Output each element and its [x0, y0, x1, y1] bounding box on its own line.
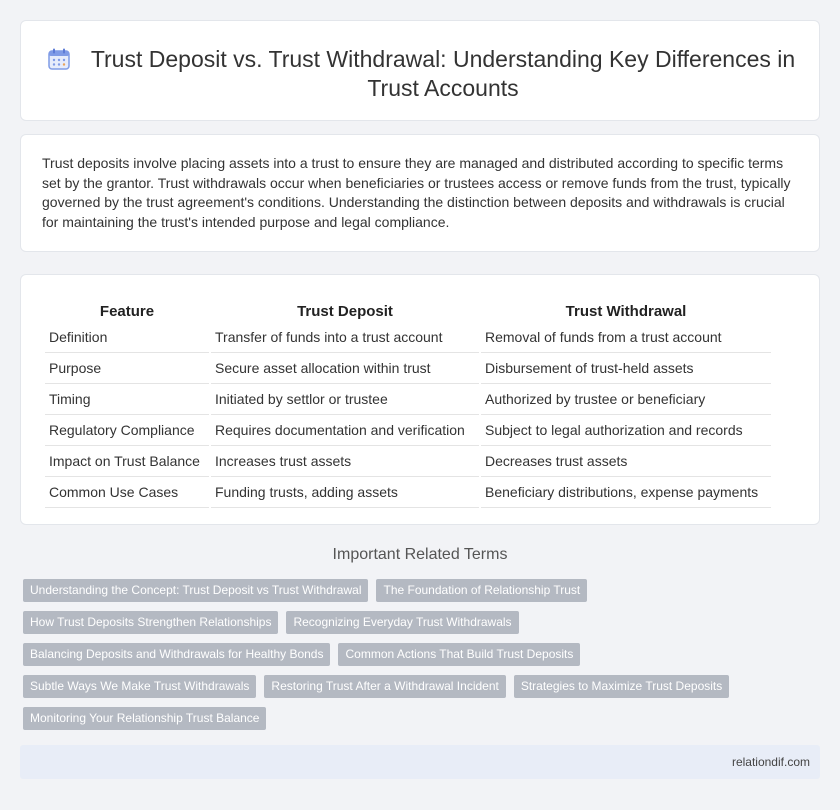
withdrawal-cell: Decreases trust assets: [481, 446, 771, 477]
feature-cell: Timing: [45, 384, 209, 415]
deposit-cell: Initiated by settlor or trustee: [211, 384, 479, 415]
related-term-tag[interactable]: Strategies to Maximize Trust Deposits: [514, 675, 729, 698]
header-feature: Feature: [99, 303, 155, 320]
feature-cell: Definition: [45, 322, 209, 353]
related-term-tag[interactable]: Restoring Trust After a Withdrawal Incident: [264, 675, 505, 698]
withdrawal-cell: Authorized by trustee or beneficiary: [481, 384, 771, 415]
table-row: [45, 477, 771, 508]
deposit-cell: Increases trust assets: [211, 446, 479, 477]
calendar-icon: [47, 47, 71, 71]
header-trust-deposit: Trust Deposit: [297, 303, 393, 320]
footer-domain[interactable]: relationdif.com: [731, 755, 810, 769]
related-term-tag[interactable]: The Foundation of Relationship Trust: [376, 579, 587, 602]
title-card: [20, 20, 820, 121]
table-row: [45, 353, 771, 384]
table-header-row: [45, 295, 771, 322]
withdrawal-cell: Beneficiary distributions, expense payments: [481, 477, 771, 508]
withdrawal-cell: Removal of funds from a trust account: [481, 322, 771, 353]
deposit-cell: Secure asset allocation within trust: [211, 353, 479, 384]
feature-cell: Purpose: [45, 353, 209, 384]
table-row: [45, 384, 771, 415]
table-row: [45, 322, 771, 353]
feature-cell: Regulatory Compliance: [45, 415, 209, 446]
related-term-tag[interactable]: Subtle Ways We Make Trust Withdrawals: [23, 675, 256, 698]
intro-card: [20, 134, 820, 252]
related-terms-list: [23, 579, 813, 730]
footer: [20, 745, 820, 779]
related-term-tag[interactable]: Monitoring Your Relationship Trust Balance: [23, 707, 266, 730]
related-term-tag[interactable]: Understanding the Concept: Trust Deposit vs Trust Withdrawal: [23, 579, 368, 602]
feature-cell: Common Use Cases: [45, 477, 209, 508]
related-term-tag[interactable]: Common Actions That Build Trust Deposits: [338, 643, 580, 666]
feature-cell: Impact on Trust Balance: [45, 446, 209, 477]
related-terms-heading: Important Related Terms: [332, 546, 508, 563]
related-term-tag[interactable]: Balancing Deposits and Withdrawals for Healthy Bonds: [23, 643, 330, 666]
deposit-cell: Funding trusts, adding assets: [211, 477, 479, 508]
comparison-card: [20, 274, 820, 525]
withdrawal-cell: Disbursement of trust-held assets: [481, 353, 771, 384]
intro-paragraph: Trust deposits involve placing assets into a trust to ensure they are managed and distributed according to specific terms set by the grantor. Trust withdrawals occur when beneficiaries or trustees access or remove funds from the trust, typically governed by the trust agreement's conditions. Understanding the distinction between deposits and withdrawals is crucial for maintaining the trust's intended purpose and legal compliance.: [42, 155, 791, 230]
withdrawal-cell: Subject to legal authorization and records: [481, 415, 771, 446]
table-row: [45, 415, 771, 446]
deposit-cell: Transfer of funds into a trust account: [211, 322, 479, 353]
header-trust-withdrawal: Trust Withdrawal: [565, 303, 687, 320]
related-term-tag[interactable]: How Trust Deposits Strengthen Relationships: [23, 611, 278, 634]
related-term-tag[interactable]: Recognizing Everyday Trust Withdrawals: [286, 611, 518, 634]
table-row: [45, 446, 771, 477]
page-title: Trust Deposit vs. Trust Withdrawal: Understanding Key Differences in Trust Accounts: [90, 46, 796, 101]
comparison-table: [43, 295, 773, 508]
deposit-cell: Requires documentation and verification: [211, 415, 479, 446]
